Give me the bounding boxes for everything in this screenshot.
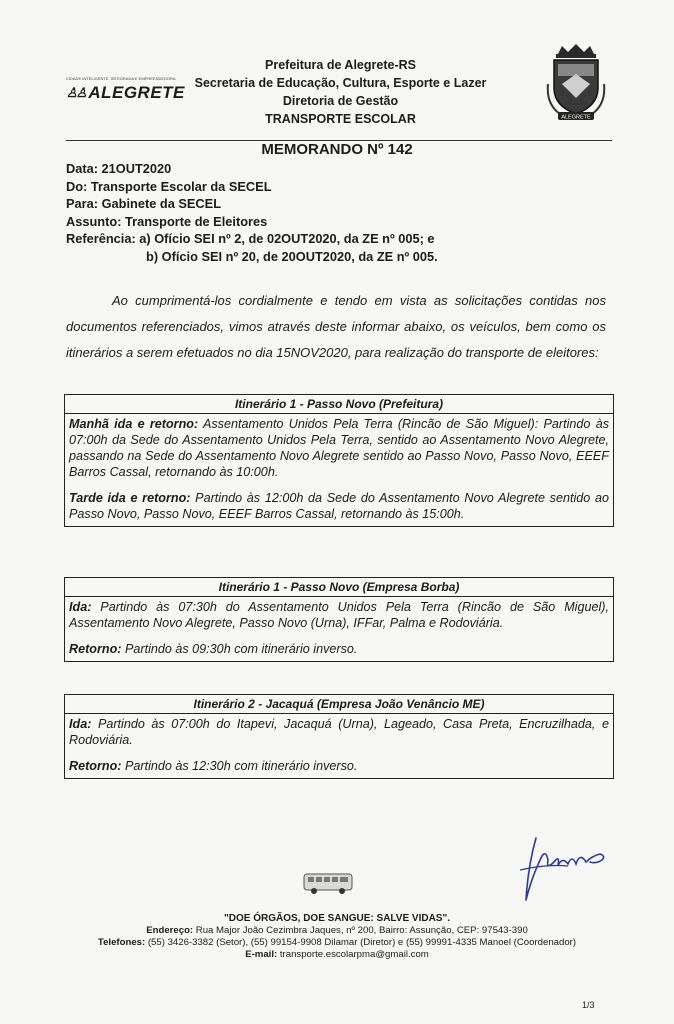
- alegrete-city-logo: [66, 76, 185, 103]
- itinerary-paragraph: [69, 641, 609, 657]
- logo-tagline: CIDADE INTELIGENTE, INTEGRADA E EMPREENDEDORA: [66, 76, 176, 81]
- itinerary-paragraph: [69, 716, 609, 748]
- letterhead-line-4: TRANSPORTE ESCOLAR: [265, 112, 416, 126]
- memo-meta: [66, 160, 438, 265]
- footer-phones: Telefones: (55) 3426-3382 (Setor), (55) 99154-9908 Dilamar (Diretor) e (55) 99991-4335 Manoel (Coordenador): [97, 937, 577, 948]
- footer-email: E-mail: transporte.escolarpma@gmail.com: [245, 949, 429, 960]
- paragraph-text: Partindo às 09:30h com itinerário inverso.: [121, 642, 358, 656]
- memo-subject: Assunto: Transporte de Eleitores: [66, 213, 268, 229]
- itinerary-box-2: [64, 577, 614, 662]
- logo-name: ALEGRETE: [88, 83, 185, 102]
- itinerary-box-3: [64, 694, 614, 779]
- paragraph-text: Partindo às 07:30h do Assentamento Unidos Pela Terra (Rincão de São Miguel), Assentamento Novo Alegrete, Passo Novo (Urna), IFFar, Palma e Rodoviária.: [69, 600, 609, 630]
- paragraph-text: Assentamento Unidos Pela Terra (Rincão de São Miguel): Partindo às 07:00h da Sede do Assentamento Unidos Pela Terra, sentido ao Assentamento Novo Alegrete, passando na Sede do Assentamento Novo Alegrete sentido ao Passo Novo, Passo Novo, EEEF Barros Cassal, retornando às 10:00h.: [69, 417, 609, 479]
- memo-reference-a: Referência: a) Ofício SEI nº 2, de 02OUT2020, da ZE nº 005; e: [66, 231, 435, 246]
- footer-address: Endereço: Rua Major João Cezimbra Jaques, nº 200, Bairro: Assunção, CEP: 97543-390: [146, 925, 528, 936]
- crest-label: ALEGRETE: [561, 114, 591, 121]
- people-figures-icon: ♙♙: [66, 85, 86, 100]
- footer: [40, 913, 634, 961]
- school-bus-icon: [302, 870, 356, 896]
- itinerary-paragraph: [69, 599, 609, 631]
- signature-icon: [506, 826, 614, 910]
- paragraph-text: Partindo às 12:00h da Sede do Assentamento Novo Alegrete sentido ao Passo Novo, Passo Novo, EEEF Barros Cassal, retornando às 15:00h.: [69, 491, 609, 521]
- itinerary-paragraph: [69, 416, 609, 480]
- paragraph-text: Partindo às 07:00h do Itapevi, Jacaquá (Urna), Lageado, Casa Preta, Encruzilhada, e Rodoviária.: [69, 717, 609, 747]
- letterhead-line-1: Prefeitura de Alegrete-RS: [265, 58, 416, 72]
- memo-reference-b: b) Ofício SEI nº 20, de 20OUT2020, da ZE nº 005.: [146, 248, 438, 264]
- paragraph-label: Tarde ida e retorno:: [69, 491, 191, 505]
- page-number: 1/3: [582, 1000, 595, 1010]
- footer-slogan: "DOE ÓRGÃOS, DOE SANGUE: SALVE VIDAS".: [224, 913, 450, 924]
- itinerary-title: Itinerário 1 - Passo Novo (Prefeitura): [65, 395, 613, 414]
- paragraph-label: Manhã ida e retorno:: [69, 417, 199, 431]
- itinerary-box-1: [64, 394, 614, 527]
- itinerary-paragraph: [69, 758, 609, 774]
- paragraph-text: Partindo às 12:30h com itinerário inverso.: [121, 759, 358, 773]
- letterhead-line-2: Secretaria de Educação, Cultura, Esporte e Lazer: [194, 76, 487, 90]
- memo-title: MEMORANDO Nº 142: [261, 141, 413, 158]
- paragraph-label: Retorno:: [69, 759, 122, 773]
- itinerary-title: Itinerário 1 - Passo Novo (Empresa Borba): [65, 578, 613, 597]
- memo-to: Para: Gabinete da SECEL: [66, 196, 222, 211]
- paragraph-label: Retorno:: [69, 642, 122, 656]
- itinerary-paragraph: [69, 490, 609, 522]
- itinerary-title: Itinerário 2 - Jacaquá (Empresa João Venâncio ME): [65, 695, 613, 714]
- letterhead: [178, 56, 503, 128]
- paragraph-label: Ida:: [69, 600, 92, 614]
- paragraph-label: Ida:: [69, 717, 92, 731]
- intro-paragraph: Ao cumprimentá-los cordialmente e tendo em vista as solicitações contidas nos documentos referenciados, vimos através deste informar abaixo, os veículos, bem como os itinerários a serem efetuados no dia 15NOV2020, para realização do transporte de eleitores:: [66, 293, 606, 360]
- coat-of-arms-icon: [546, 44, 606, 122]
- letterhead-line-3: Diretoria de Gestão: [282, 94, 399, 108]
- memo-date: Data: 21OUT2020: [66, 161, 172, 176]
- memo-from: Do: Transporte Escolar da SECEL: [66, 178, 272, 194]
